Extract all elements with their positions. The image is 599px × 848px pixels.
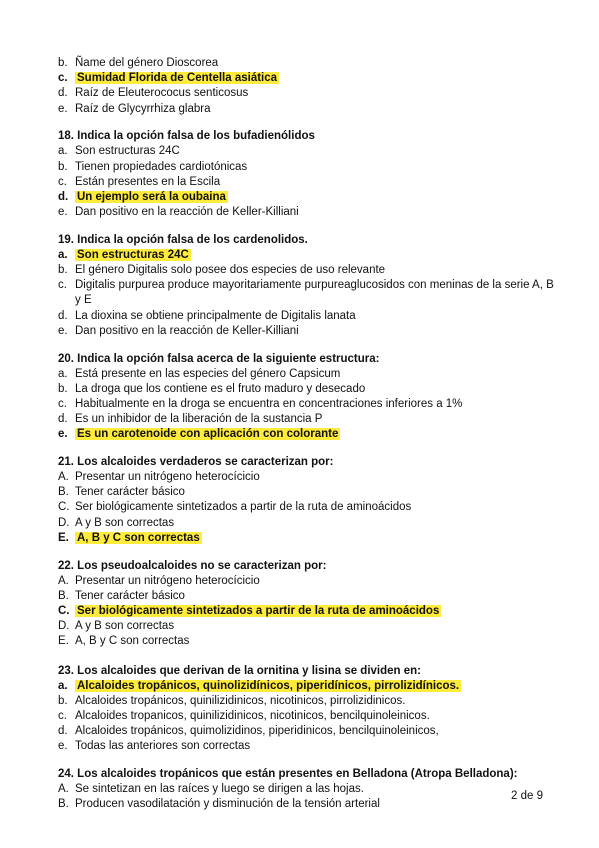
question-title: 19. Indica la opción falsa de los cardenolidos. bbox=[58, 233, 308, 246]
option-text: Dan positivo en la reacción de Keller-Killiani bbox=[75, 206, 299, 219]
option-marker: b. bbox=[58, 57, 68, 69]
answer-option bbox=[58, 619, 558, 634]
option-text: Presentar un nitrógeno heterocícicio bbox=[75, 574, 260, 587]
option-marker: a. bbox=[58, 679, 68, 692]
option-text: Son estructuras 24C bbox=[77, 248, 189, 261]
answer-option bbox=[58, 382, 558, 397]
option-text: Es un carotenoide con aplicación con colorante bbox=[77, 428, 339, 441]
answer-option bbox=[58, 470, 558, 485]
question-block bbox=[58, 454, 558, 546]
answer-option bbox=[58, 309, 558, 324]
option-text: Dan positivo en la reacción de Keller-Killiani bbox=[75, 324, 299, 337]
answer-option bbox=[58, 175, 558, 190]
answer-option-correct bbox=[58, 604, 558, 619]
option-marker: B. bbox=[58, 486, 69, 499]
option-text: Raíz de Glycyrrhiza glabra bbox=[75, 102, 211, 115]
option-marker: E. bbox=[58, 531, 69, 544]
option-marker: a. bbox=[58, 145, 68, 158]
option-marker: b. bbox=[58, 694, 68, 707]
answer-option-correct bbox=[58, 248, 558, 263]
option-marker: C. bbox=[58, 501, 70, 514]
document-body bbox=[58, 56, 558, 824]
page-number: 2 de 9 bbox=[511, 790, 543, 802]
answer-option bbox=[58, 739, 558, 754]
option-text: La dioxina se obtiene principalmente de Digitalis lanata bbox=[75, 309, 356, 322]
answer-option-correct bbox=[58, 531, 558, 546]
option-text: Un ejemplo será la oubaina bbox=[77, 190, 226, 203]
option-text: Ser biológicamente sintetizados a partir de la ruta de aminoácidos bbox=[75, 501, 412, 514]
question-block bbox=[58, 232, 558, 339]
answer-option bbox=[58, 589, 558, 604]
option-text: Alcaloides tropánicos, quinilizidinicos, nicotinicos, pirrolizidinicos. bbox=[75, 694, 406, 707]
option-text: Producen vasodilatación y disminución de la tensión arterial bbox=[75, 798, 380, 811]
question-block bbox=[58, 128, 558, 220]
option-text: Tienen propiedades cardiotónicas bbox=[75, 160, 248, 173]
option-marker: B. bbox=[58, 798, 69, 811]
question-block bbox=[58, 351, 558, 443]
option-marker: d. bbox=[58, 413, 68, 426]
answer-option bbox=[58, 412, 558, 427]
option-text: La droga que los contiene es el fruto maduro y desecado bbox=[75, 382, 366, 395]
option-marker: a. bbox=[58, 367, 68, 380]
option-marker: C. bbox=[58, 604, 70, 617]
option-marker: c. bbox=[58, 175, 67, 188]
question-block bbox=[58, 558, 558, 650]
answer-option bbox=[58, 500, 558, 515]
answer-option bbox=[58, 102, 558, 117]
answer-option bbox=[58, 86, 558, 101]
option-text: A y B son correctas bbox=[75, 620, 175, 633]
answer-option bbox=[58, 144, 558, 159]
option-text: Tener carácter básico bbox=[75, 589, 185, 602]
question-title: 24. Los alcaloides tropánicos que están presentes en Belladona (Atropa Belladona): bbox=[58, 768, 518, 781]
option-text: Ser biológicamente sintetizados a partir de la ruta de aminoácidos bbox=[77, 604, 440, 617]
answer-option bbox=[58, 205, 558, 220]
question-block bbox=[58, 663, 558, 755]
question-title: 18. Indica la opción falsa de los bufadienólidos bbox=[58, 130, 315, 143]
answer-option bbox=[58, 797, 558, 812]
answer-option bbox=[58, 634, 558, 649]
answer-option bbox=[58, 56, 558, 71]
option-marker: D. bbox=[58, 516, 70, 529]
option-text: Es un inhibidor de la liberación de la sustancia P bbox=[75, 413, 323, 426]
option-marker: d. bbox=[58, 190, 69, 203]
option-marker: A. bbox=[58, 783, 69, 796]
option-text: Sumidad Florida de Centella asiática bbox=[77, 72, 278, 85]
option-marker: c. bbox=[58, 397, 67, 410]
option-marker: e. bbox=[58, 324, 68, 337]
answer-option bbox=[58, 278, 558, 308]
question-title: 21. Los alcaloides verdaderos se caracterizan por: bbox=[58, 456, 334, 469]
option-text: Están presentes en la Escila bbox=[75, 175, 221, 188]
option-marker: e. bbox=[58, 428, 68, 441]
option-text: Se sintetizan en las raíces y luego se dirigen a las hojas. bbox=[75, 783, 364, 796]
option-marker: a. bbox=[58, 248, 68, 261]
answer-option-correct bbox=[58, 679, 558, 694]
answer-option bbox=[58, 724, 558, 739]
option-marker: c. bbox=[58, 279, 67, 292]
option-text: Raíz de Eleuterococus senticosus bbox=[75, 87, 249, 100]
answer-option bbox=[58, 367, 558, 382]
option-marker: A. bbox=[58, 574, 69, 587]
option-text: Digitalis purpurea produce mayoritariamente purpureaglucosidos con meninas de la serie A, B y E bbox=[75, 279, 554, 307]
option-text: Ñame del género Dioscorea bbox=[75, 57, 219, 69]
answer-option bbox=[58, 574, 558, 589]
option-text: A y B son correctas bbox=[75, 516, 175, 529]
option-marker: e. bbox=[58, 102, 68, 115]
answer-option bbox=[58, 782, 558, 797]
option-marker: d. bbox=[58, 309, 68, 322]
option-marker: d. bbox=[58, 725, 68, 738]
option-text: Alcaloides tropánicos, quinolizidínicos, piperidínicos, pirrolizidínicos. bbox=[77, 679, 460, 692]
question-block bbox=[58, 766, 558, 812]
answer-option bbox=[58, 516, 558, 531]
question-title: 23. Los alcaloides que derivan de la ornitina y lisina se dividen en: bbox=[58, 664, 422, 677]
option-text: El género Digitalis solo posee dos especies de uso relevante bbox=[75, 264, 386, 277]
answer-option bbox=[58, 485, 558, 500]
answer-option-correct bbox=[58, 190, 558, 205]
option-text: A, B y C son correctas bbox=[75, 635, 190, 648]
option-marker: b. bbox=[58, 382, 68, 395]
answer-option bbox=[58, 397, 558, 412]
option-text: Presentar un nitrógeno heterocícicio bbox=[75, 471, 260, 484]
option-text: Son estructuras 24C bbox=[75, 145, 180, 158]
option-marker: e. bbox=[58, 206, 68, 219]
option-text: Habitualmente en la droga se encuentra en concentraciones inferiores a 1% bbox=[75, 397, 463, 410]
option-marker: A. bbox=[58, 471, 69, 484]
option-text: A, B y C son correctas bbox=[77, 531, 200, 544]
option-text: Está presente en las especies del género Capsicum bbox=[75, 367, 341, 380]
answer-option-correct bbox=[58, 427, 558, 442]
question-continued bbox=[58, 56, 558, 117]
option-marker: c. bbox=[58, 710, 67, 722]
question-title: 22. Los pseudoalcaloides no se caracterizan por: bbox=[58, 559, 327, 572]
option-text: Alcaloides tropanicos, quinilizidinicos, nicotinicos, bencilquinoleinicos. bbox=[75, 710, 430, 722]
option-marker: E. bbox=[58, 635, 69, 648]
answer-option bbox=[58, 263, 558, 278]
option-text: Todas las anteriores son correctas bbox=[75, 740, 251, 753]
option-marker: e. bbox=[58, 740, 68, 753]
question-title: 20. Indica la opción falsa acerca de la siguiente estructura: bbox=[58, 352, 380, 365]
option-marker: B. bbox=[58, 589, 69, 602]
option-marker: b. bbox=[58, 160, 68, 173]
answer-option bbox=[58, 694, 558, 709]
option-marker: b. bbox=[58, 264, 68, 277]
option-marker: c. bbox=[58, 72, 68, 85]
option-text: Tener carácter básico bbox=[75, 486, 185, 499]
answer-option-correct bbox=[58, 71, 558, 86]
answer-option bbox=[58, 709, 558, 724]
option-marker: d. bbox=[58, 87, 68, 100]
option-marker: D. bbox=[58, 620, 70, 633]
option-text: Alcaloides tropánicos, quimolizidinos, piperidinicos, bencilquinoleinicos, bbox=[75, 725, 439, 738]
answer-option bbox=[58, 160, 558, 175]
answer-option bbox=[58, 324, 558, 339]
